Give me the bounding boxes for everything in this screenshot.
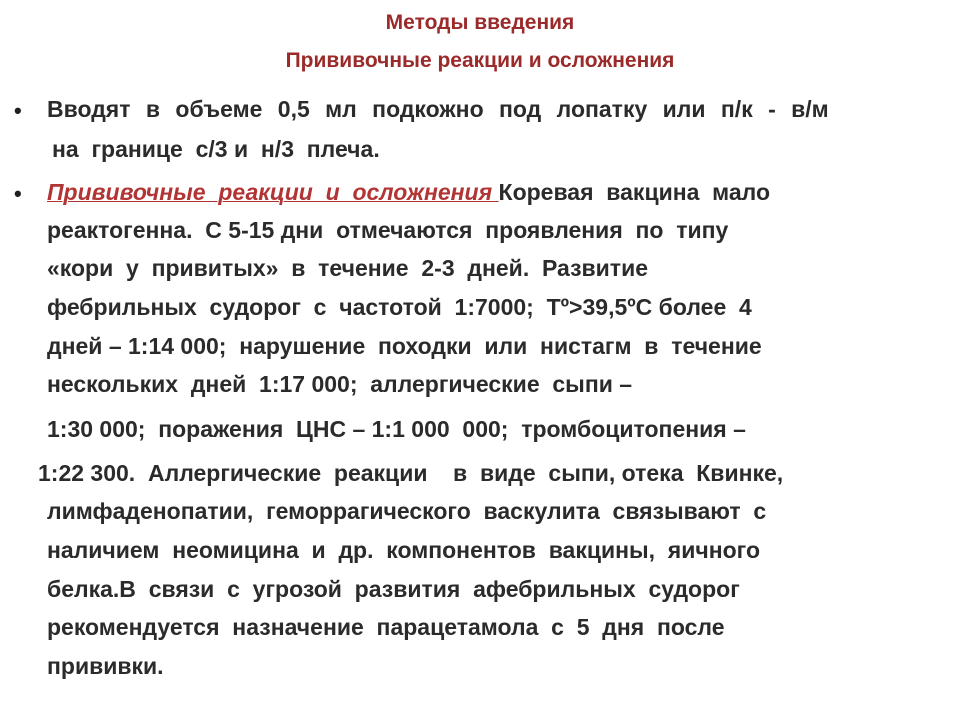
bullet-2-line-9: лимфаденопатии, геморрагического васкулита связывают с <box>47 498 767 524</box>
bullet-2-line-3: «кори у привитых» в течение 2-3 дней. Развитие <box>47 255 648 281</box>
bullet-2-line-11: белка.В связи с угрозой развития афебрильных судорог <box>47 576 740 602</box>
bullet-2-line-1 <box>47 177 770 207</box>
bullet-1-line-2: на границе с/3 и н/3 плеча. <box>52 136 380 162</box>
bullet-2-line-4: фебрильных судорог с частотой 1:7000; Тº>39,5ºС более 4 <box>47 294 752 320</box>
bullet-marker-1: • <box>14 98 22 123</box>
bullet-2-line-2: реактогенна. С 5-15 дни отмечаются проявления по типу <box>47 217 729 243</box>
bullet-2-line-5: дней – 1:14 000; нарушение походки или нистагм в течение <box>47 333 762 359</box>
bullet-2-line-8: 1:22 300. Аллергические реакции в виде сыпи, отека Квинке, <box>38 460 784 486</box>
bullet-2-line-12: рекомендуется назначение парацетамола с 5 дня после <box>47 614 725 640</box>
bullet-2-line-10: наличием неомицина и др. компонентов вакцины, яичного <box>47 537 760 563</box>
bullet-2-line-1-text: Коревая вакцина мало <box>498 179 771 205</box>
bullet-1-line-1: Вводят в объеме 0,5 мл подкожно под лопатку или п/к - в/м <box>47 96 829 122</box>
bullet-2-line-13: прививки. <box>47 653 164 679</box>
slide-title-line-2: Прививочные реакции и осложнения <box>285 49 675 72</box>
reactions-heading-link: Прививочные реакции и осложнения <box>47 179 499 205</box>
bullet-2-line-7: 1:30 000; поражения ЦНС – 1:1 000 000; тромбоцитопения – <box>47 416 746 442</box>
bullet-2-line-6: нескольких дней 1:17 000; аллергические сыпи – <box>47 371 633 397</box>
slide-title-line-1: Методы введения <box>385 11 575 34</box>
bullet-marker-2: • <box>14 181 22 206</box>
